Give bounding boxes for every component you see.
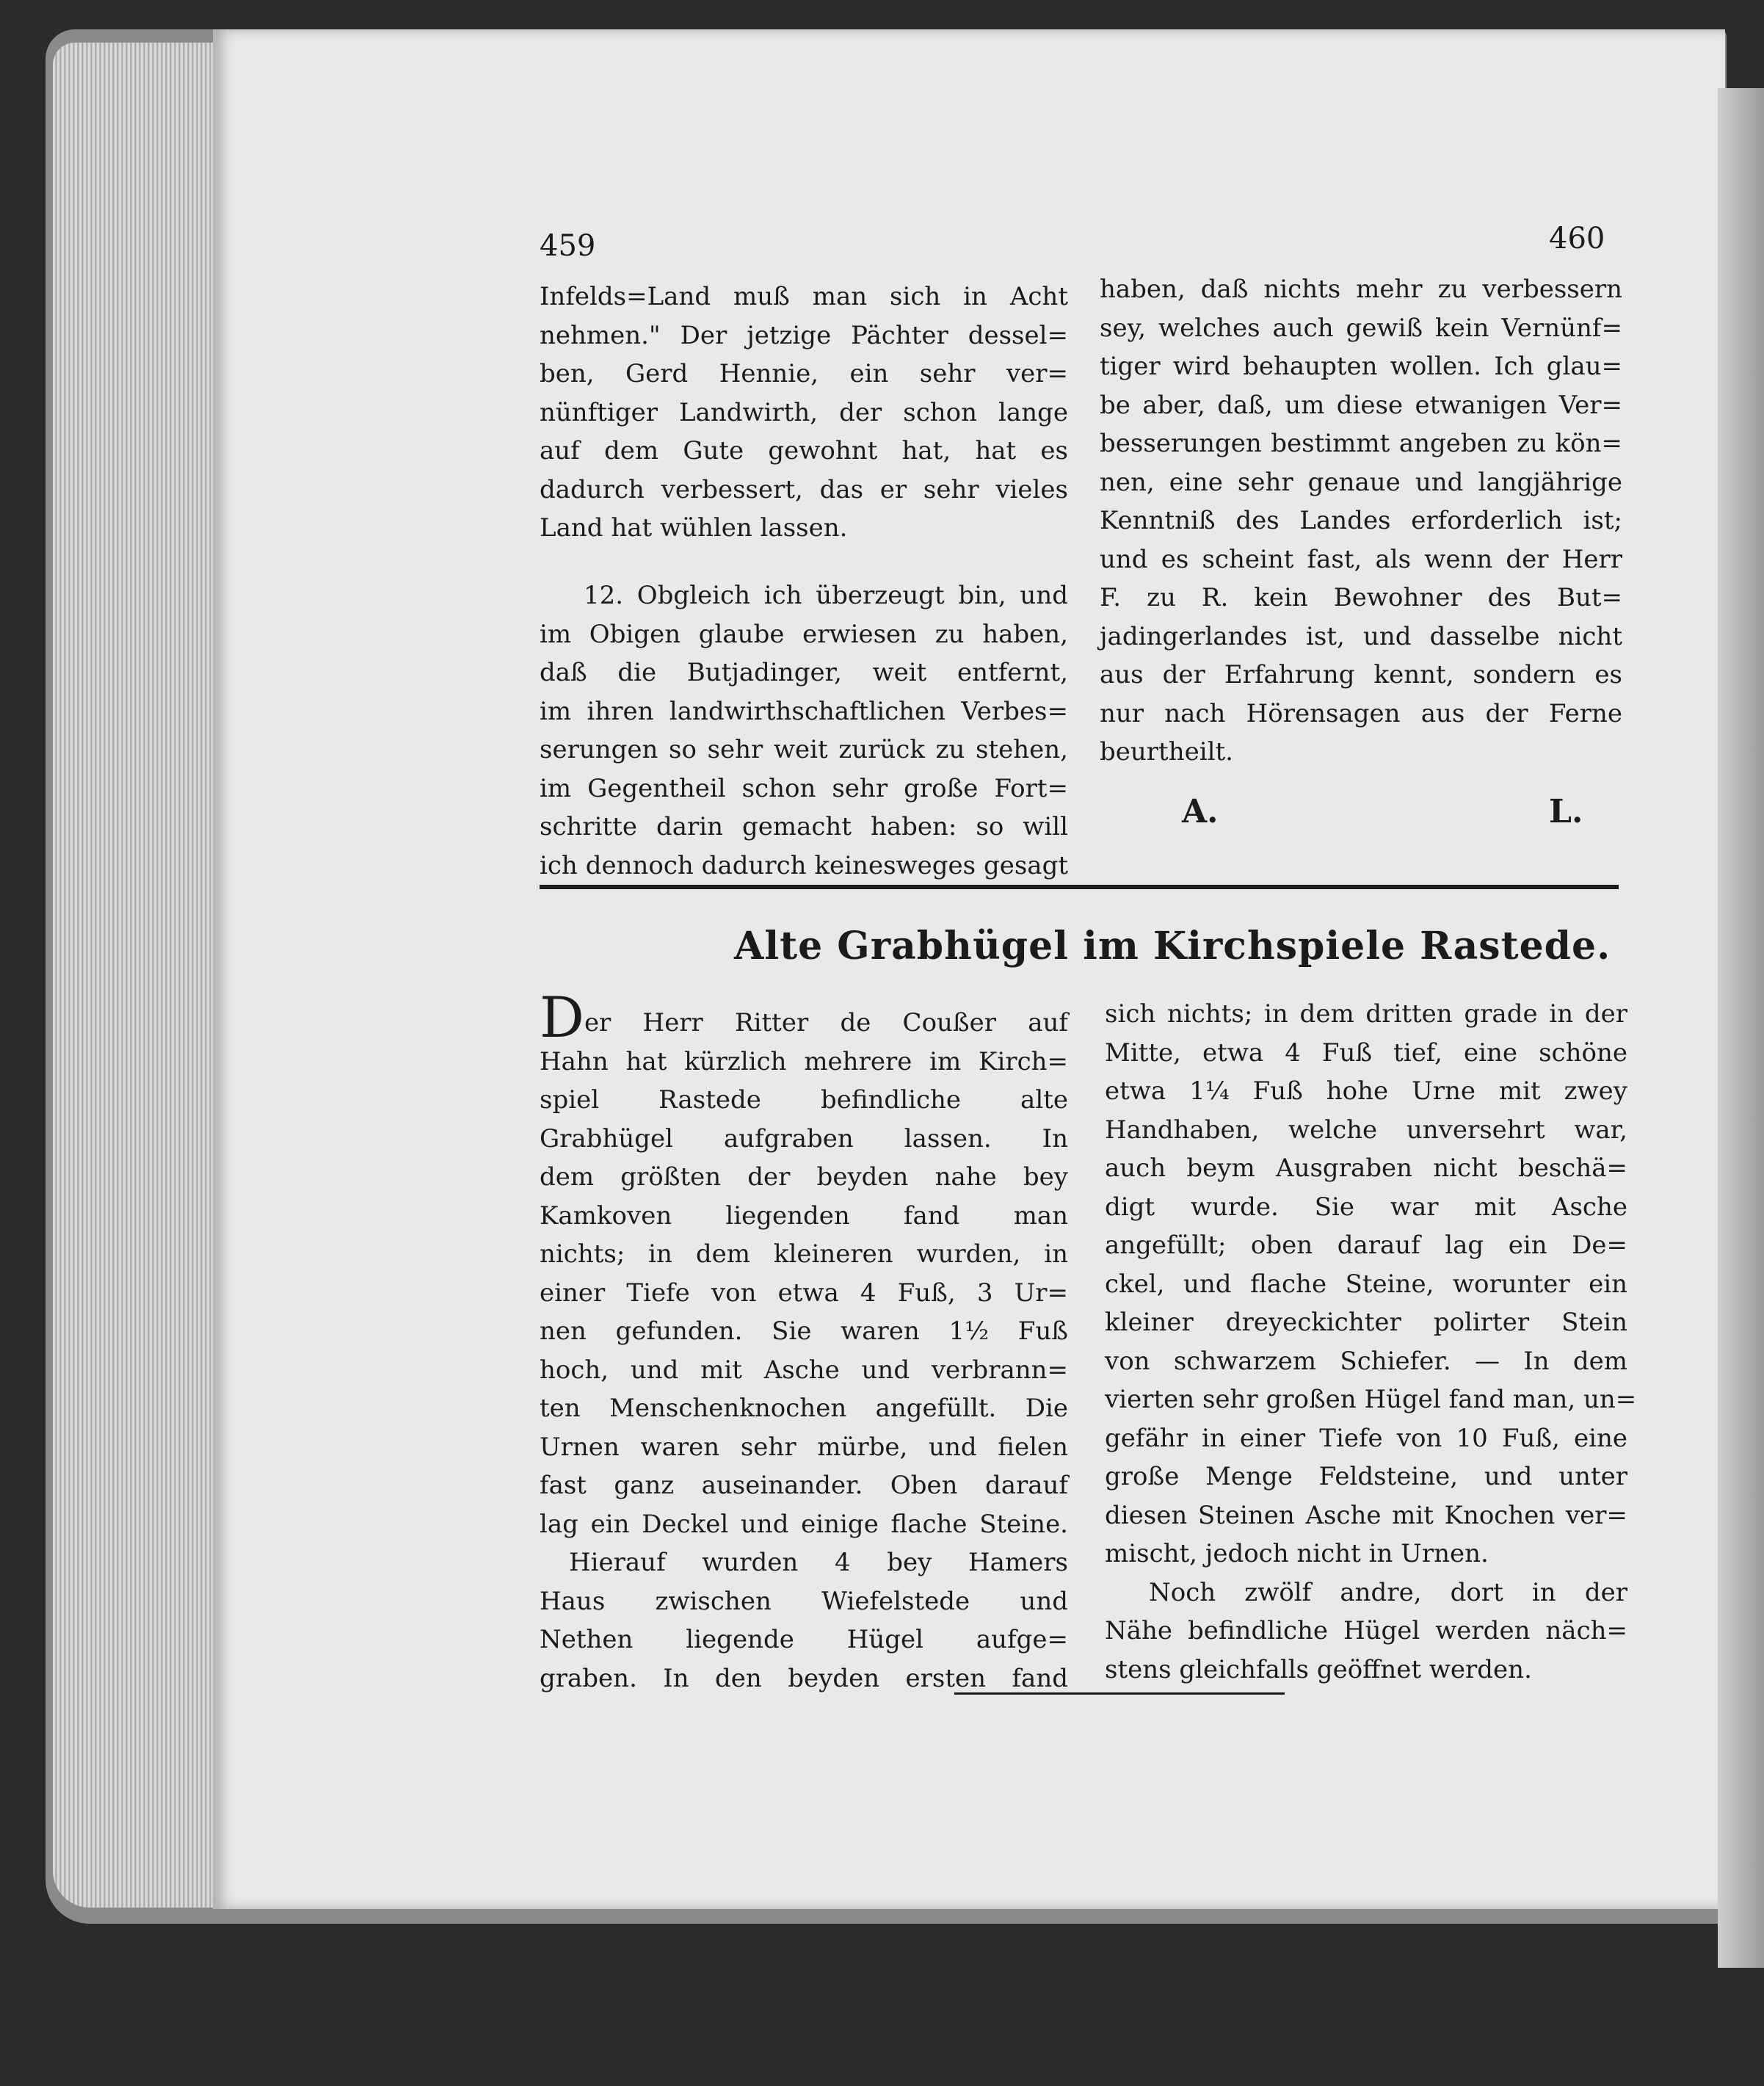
text-line: ckel, und flache Steine, worunter ein bbox=[1105, 1269, 1627, 1299]
text-line: haben, daß nichts mehr zu verbessern bbox=[1100, 275, 1622, 304]
text-line: dem größten der beyden nahe bey bbox=[540, 1162, 1068, 1192]
text-line: Handhaben, welche unversehrt war, bbox=[1105, 1115, 1627, 1145]
signature-initial-a: A. bbox=[1182, 793, 1219, 830]
text-line: aus der Erfahrung kennt, sondern es bbox=[1100, 660, 1622, 689]
text-line: große Menge Feldsteine, und unter bbox=[1105, 1462, 1627, 1491]
text-line: Infelds=Land muß man sich in Acht bbox=[540, 282, 1068, 311]
page-number-right: 460 bbox=[1549, 222, 1605, 256]
text-line: Mitte, etwa 4 Fuß tief, eine schöne bbox=[1105, 1037, 1627, 1068]
page-number-left: 459 bbox=[540, 229, 596, 263]
text-line: und es scheint fast, als wenn der Herr bbox=[1100, 544, 1622, 574]
text-line: fast ganz auseinander. Oben darauf bbox=[540, 1471, 1068, 1500]
text-line: vierten sehr großen Hügel fand man, un= bbox=[1105, 1385, 1637, 1414]
text-line: Hierauf wurden 4 bey Hamers bbox=[569, 1548, 1068, 1577]
text-line: beurtheilt. bbox=[1100, 737, 1233, 767]
text-line: dadurch verbessert, das er sehr vieles bbox=[540, 474, 1068, 504]
text-line-rest: er Herr Ritter de Coußer auf bbox=[584, 1008, 1068, 1037]
page-edges bbox=[53, 43, 229, 1908]
text-line: graben. In den beyden ersten fand bbox=[540, 1663, 1068, 1693]
text-line: ben, Gerd Hennie, ein sehr ver= bbox=[540, 359, 1068, 388]
text-line: stens gleichfalls geöffnet werden. bbox=[1105, 1654, 1532, 1684]
drop-cap: D bbox=[540, 985, 584, 1050]
text-line: einer Tiefe von etwa 4 Fuß, 3 Ur= bbox=[540, 1278, 1068, 1308]
text-line: von schwarzem Schiefer. — In dem bbox=[1105, 1346, 1627, 1376]
text-line: im Obigen glaube erwiesen zu haben, bbox=[540, 619, 1068, 649]
text-line: auch beym Ausgraben nicht beschä= bbox=[1105, 1154, 1627, 1183]
text-line: angefüllt; oben darauf lag ein De= bbox=[1105, 1231, 1627, 1260]
text-line: Grabhügel aufgraben lassen. In bbox=[540, 1123, 1068, 1154]
text-line: Urnen waren sehr mürbe, und fielen bbox=[540, 1432, 1068, 1462]
right-column-bottom bbox=[1105, 995, 1637, 1689]
text-line: nehmen." Der jetzige Pächter dessel= bbox=[540, 320, 1068, 350]
end-rule bbox=[954, 1692, 1285, 1695]
left-column-top bbox=[540, 278, 1068, 548]
text-line: Hahn hat kürzlich mehrere im Kirch= bbox=[540, 1046, 1068, 1076]
text-line: daß die Butjadinger, weit entfernt, bbox=[540, 658, 1068, 687]
text-line: Nähe befindliche Hügel werden näch= bbox=[1105, 1616, 1627, 1645]
text-line: jadingerlandes ist, und dasselbe nicht bbox=[1100, 621, 1622, 651]
section-heading: Alte Grabhügel im Kirchspiele Rastede. bbox=[734, 924, 1611, 968]
right-column-top bbox=[1100, 270, 1622, 772]
text-line: sich nichts; in dem dritten grade in der bbox=[1105, 999, 1627, 1029]
text-line: spiel Rastede befindliche alte bbox=[540, 1085, 1068, 1115]
left-column-paragraph-12 bbox=[540, 576, 1068, 885]
text-line: nünftiger Landwirth, der schon lange bbox=[540, 397, 1068, 427]
text-line: Land hat wühlen lassen. bbox=[540, 513, 848, 543]
text-line: 12. Obgleich ich überzeugt bin, und bbox=[584, 581, 1068, 610]
text-line: im ihren landwirthschaftlichen Verbes= bbox=[540, 696, 1068, 726]
text-line: nen gefunden. Sie waren 1½ Fuß bbox=[540, 1317, 1068, 1346]
text-line: gefähr in einer Tiefe von 10 Fuß, eine bbox=[1105, 1423, 1627, 1453]
text-line: schritte darin gemacht haben: so will bbox=[540, 812, 1068, 841]
text-line: besserungen bestimmt angeben zu kön= bbox=[1100, 429, 1622, 458]
text-line: mischt, jedoch nicht in Urnen. bbox=[1105, 1539, 1489, 1568]
text-line: Noch zwölf andre, dort in der bbox=[1149, 1577, 1627, 1607]
text-line: digt wurde. Sie war mit Asche bbox=[1105, 1192, 1627, 1222]
text-line: be aber, daß, um diese etwanigen Ver= bbox=[1100, 390, 1622, 420]
text-line: nichts; in dem kleineren wurden, in bbox=[540, 1239, 1068, 1269]
text-line: Kenntniß des Landes erforderlich ist; bbox=[1100, 506, 1622, 535]
text-line: F. zu R. kein Bewohner des But= bbox=[1100, 583, 1622, 612]
text-line: ten Menschenknochen angefüllt. Die bbox=[540, 1394, 1068, 1423]
text-line: hoch, und mit Asche und verbrann= bbox=[540, 1355, 1068, 1385]
section-divider bbox=[540, 885, 1619, 889]
text-line: Haus zwischen Wiefelstede und bbox=[540, 1586, 1068, 1616]
text-line: etwa 1¼ Fuß hohe Urne mit zwey bbox=[1105, 1076, 1627, 1106]
text-line: Kamkoven liegenden fand man bbox=[540, 1200, 1068, 1231]
text-line: serungen so sehr weit zurück zu stehen, bbox=[540, 735, 1068, 764]
left-column-bottom bbox=[540, 985, 1068, 1698]
text-line: kleiner dreyeckichter polirter Stein bbox=[1105, 1308, 1627, 1337]
text-line bbox=[540, 985, 1068, 1050]
text-line: ich dennoch dadurch keinesweges gesagt bbox=[540, 850, 1068, 880]
text-line: lag ein Deckel und einige flache Steine. bbox=[540, 1509, 1068, 1539]
text-line: im Gegentheil schon sehr große Fort= bbox=[540, 773, 1068, 803]
text-line: tiger wird behaupten wollen. Ich glau= bbox=[1100, 352, 1622, 381]
text-line: sey, welches auch gewiß kein Vernünf= bbox=[1100, 313, 1622, 343]
signature-initial-l: L. bbox=[1549, 793, 1583, 830]
text-line: Nethen liegende Hügel aufge= bbox=[540, 1625, 1068, 1654]
text-line: nur nach Hörensagen aus der Ferne bbox=[1100, 698, 1622, 728]
text-line: nen, eine sehr genaue und langjährige bbox=[1100, 467, 1622, 497]
text-line: diesen Steinen Asche mit Knochen ver= bbox=[1105, 1500, 1627, 1530]
text-line: auf dem Gute gewohnt hat, hat es bbox=[540, 436, 1068, 466]
right-page-edge bbox=[1718, 88, 1764, 1968]
